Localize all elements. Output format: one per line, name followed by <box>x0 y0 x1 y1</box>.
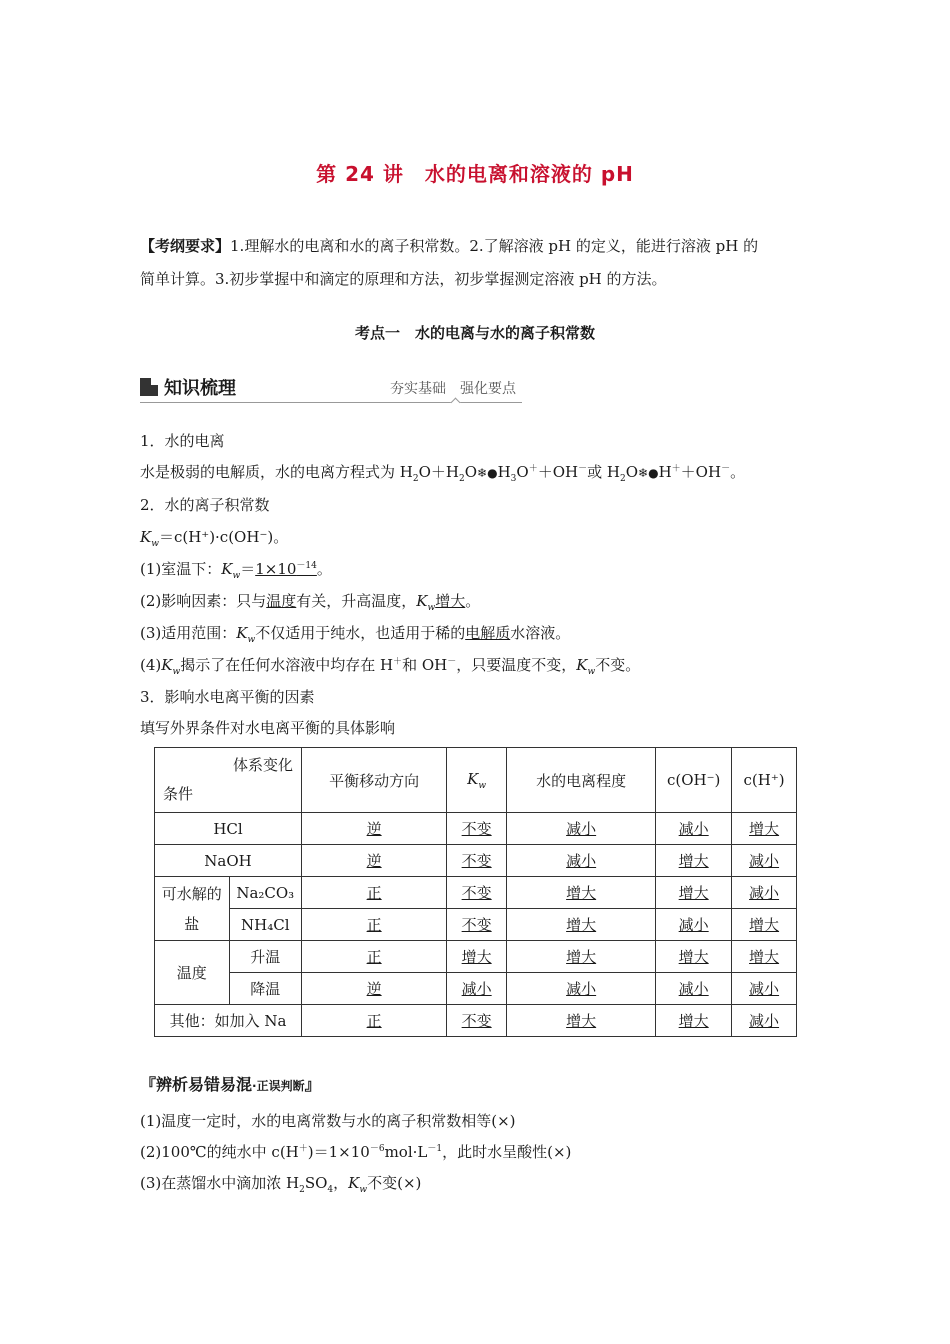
judge-item-3: (3)在蒸馏水中滴加浓 $H_2SO_4$，$K_w$不变(×) <box>140 1174 422 1195</box>
knowledge-subtitle: 夯实基础 强化要点 <box>390 381 516 397</box>
diag-header-cell: 体系变化 条件 <box>155 748 302 813</box>
table-row: NaOH 逆 不变 减小 增大 减小 <box>155 845 797 877</box>
ionization-equation: 水是极弱的电解质，水的电离方程式为 $H_2O+H_2O❄●H_3O^++OH^-$或 $H_2O❄●H^++OH^-$。 <box>140 463 746 484</box>
header-c-h: c(H⁺) <box>732 748 797 813</box>
kw-factors: (2)影响因素：只与温度有关，升高温度，$K_w$增大。 <box>140 592 481 613</box>
group-cell: 温度 <box>155 941 230 1005</box>
kw-meaning: $(4)K_w$揭示了在任何水溶液中均存在 H＋和 OH－，只要温度不变，$K_w$不变。 <box>140 656 641 677</box>
judge-item-2: (2)100℃的纯水中 $c(H^+)=1\times 10^{-6}mol\cdot L^{-1}$，此时水呈酸性(×) <box>140 1143 572 1161</box>
table-row: NH₄Cl 正 不变 增大 减小 增大 <box>155 909 797 941</box>
divider <box>140 402 522 403</box>
header-degree: 水的电离程度 <box>507 748 656 813</box>
table-row: 其他：如加入 Na 正 不变 增大 增大 减小 <box>155 1005 797 1037</box>
header-c-oh: c(OH⁻) <box>656 748 732 813</box>
table-intro: 填写外界条件对水电离平衡的具体影响 <box>140 719 396 737</box>
group-cell: 可水解的盐 <box>155 877 230 941</box>
kw-scope: (3)适用范围：$K_w$不仅适用于纯水，也适用于稀的电解质水溶液。 <box>140 624 571 645</box>
header-direction: 平衡移动方向 <box>302 748 447 813</box>
equilibrium-icon: ❄● <box>638 466 659 480</box>
requirements-line2: 简单计算。3.初步掌握中和滴定的原理和方法，初步掌握测定溶液 pH 的方法。 <box>140 270 667 288</box>
table-header-row <box>155 748 797 813</box>
table-row: 温度 升温 正 增大 增大 增大 增大 <box>155 941 797 973</box>
knowledge-bar <box>140 372 522 406</box>
kw-room-temp: (1)室温下：$K_w=1\times 10^{-14}$。 <box>140 560 332 581</box>
table-row: 降温 逆 减小 减小 减小 减小 <box>155 973 797 1005</box>
requirements <box>140 230 812 296</box>
section-title: 考点一 水的电离与水的离子积常数 <box>354 324 595 342</box>
heading-1: 1．水的电离 <box>140 432 225 450</box>
header-kw: $K_w$ <box>447 748 507 813</box>
requirements-label: 【考纲要求】 <box>140 237 231 255</box>
table-row: 可水解的盐 Na₂CO₃ 正 不变 增大 增大 减小 <box>155 877 797 909</box>
effects-table <box>154 747 797 1037</box>
judge-item-1: (1)温度一定时，水的电离常数与水的离子积常数相等(×) <box>140 1112 516 1130</box>
requirements-line1: 1.理解水的电离和水的离子积常数。2.了解溶液 pH 的定义，能进行溶液 pH 的 <box>230 237 759 255</box>
kw-definition: $K_w=c(H^+)\cdot c(OH^-)$。 <box>140 528 289 549</box>
knowledge-label: 知识梳理 <box>164 378 236 399</box>
equilibrium-icon: ❄● <box>477 466 498 480</box>
table-row: HCl 逆 不变 减小 减小 增大 <box>155 813 797 845</box>
heading-3: 3．影响水电离平衡的因素 <box>140 688 315 706</box>
heading-2: 2．水的离子积常数 <box>140 496 270 514</box>
page-title: 第 24 讲 水的电离和溶液的 pH <box>316 162 634 186</box>
caret-icon <box>451 398 461 408</box>
square-icon <box>140 378 158 396</box>
judge-heading: 『辨析易错易混·正误判断』 <box>140 1075 321 1094</box>
